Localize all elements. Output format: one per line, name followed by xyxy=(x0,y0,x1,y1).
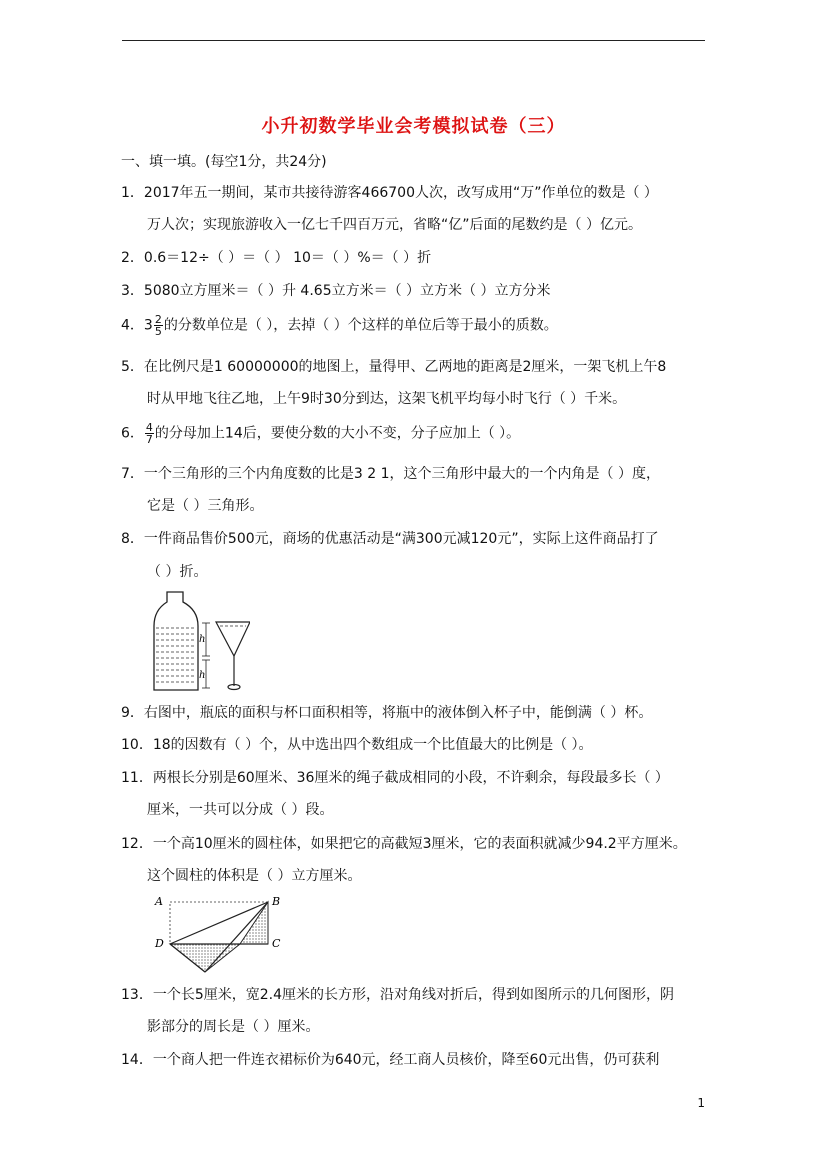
question-4-fraction xyxy=(154,314,163,337)
question-12-line-2: 这个圆柱的体积是（ ）立方厘米。 xyxy=(147,868,362,884)
question-1-line-1: 1．2017年五一期间，某市共接待游客466700人次，改写成用“万”作单位的数是（ ） xyxy=(121,185,658,201)
question-1-line-2: 万人次；实现旅游收入一亿七千四百万元，省略“亿”后面的尾数约是（ ）亿元。 xyxy=(147,217,642,233)
vertex-label-a: A xyxy=(155,895,163,908)
header-rule xyxy=(122,40,705,41)
fraction-denominator: 7 xyxy=(145,433,153,446)
question-11-line-2: 厘米，一共可以分成（ ）段。 xyxy=(147,802,334,818)
question-7-line-2: 它是（ ）三角形。 xyxy=(147,498,264,514)
height-label-1: h xyxy=(199,634,206,645)
page-title: 小升初数学毕业会考模拟试卷（三） xyxy=(261,116,566,137)
question-6 xyxy=(121,422,520,445)
question-12-line-1: 12．一个高10厘米的圆柱体，如果把它的高截短3厘米，它的表面积就减少94.2平方厘米。 xyxy=(121,836,687,852)
vertex-label-d: D xyxy=(155,937,164,950)
question-14: 14．一个商人把一件连衣裙标价为640元，经工商人员核价，降至60元出售，仍可获利 xyxy=(121,1052,660,1068)
question-13-line-2: 影部分的周长是（ ）厘米。 xyxy=(147,1019,320,1035)
fraction-numerator: 2 xyxy=(154,313,162,326)
question-4-text: 的分数单位是（ ），去掉（ ）个这样的单位后等于最小的质数。 xyxy=(163,317,558,334)
question-2: 2．0.6＝12÷（ ）＝（ ） 10＝（ ）%＝（ ）折 xyxy=(121,250,432,266)
question-13-line-1: 13．一个长5厘米，宽2.4厘米的长方形，沿对角线对折后，得到如图所示的几何图形，阴 xyxy=(121,987,674,1003)
fraction-numerator: 4 xyxy=(145,421,153,434)
question-11-line-1: 11．两根长分别是60厘米、36厘米的绳子截成相同的小段，不许剩余，每段最多长（ ） xyxy=(121,770,669,786)
vertex-label-c: C xyxy=(272,937,281,950)
question-7-line-1: 7．一个三角形的三个内角度数的比是3 2 1，这个三角形中最大的一个内角是（ ）度， xyxy=(121,466,660,482)
question-6-text: 的分母加上14后，要使分数的大小不变，分子应加上（ ）。 xyxy=(154,425,521,442)
fraction-denominator: 5 xyxy=(154,325,162,338)
question-4 xyxy=(121,314,558,337)
question-8-line-1: 8．一件商品售价500元，商场的优惠活动是“满300元减120元”，实际上这件商品打了 xyxy=(121,531,659,547)
question-3: 3．5080立方厘米＝（ ）升 4.65立方米＝（ ）立方米（ ）立方分米 xyxy=(121,283,551,299)
vertex-label-b: B xyxy=(272,895,281,908)
question-6-fraction xyxy=(145,422,154,445)
bottle-and-glass-figure xyxy=(150,590,250,694)
height-label-2: h xyxy=(199,670,206,681)
page-number: 1 xyxy=(697,1096,705,1110)
question-10: 10．18的因数有（ ）个，从中选出四个数组成一个比值最大的比例是（ ）。 xyxy=(121,737,593,753)
section-heading: 一、填一填。(每空1分，共24分) xyxy=(121,154,327,170)
question-9: 9．右图中，瓶底的面积与杯口面积相等，将瓶中的液体倒入杯子中，能倒满（ ）杯。 xyxy=(121,705,653,721)
question-4-prefix: 4．3 xyxy=(121,317,153,334)
question-8-line-2: （ ）折。 xyxy=(147,564,208,580)
question-6-prefix: 6． xyxy=(121,425,144,442)
question-5-line-1: 5．在比例尺是1 60000000的地图上，量得甲、乙两地的距离是2厘米，一架飞机上午8 xyxy=(121,359,667,375)
question-5-line-2: 时从甲地飞往乙地，上午9时30分到达，这架飞机平均每小时飞行（ ）千米。 xyxy=(147,391,627,407)
folded-rectangle-figure xyxy=(150,890,290,980)
